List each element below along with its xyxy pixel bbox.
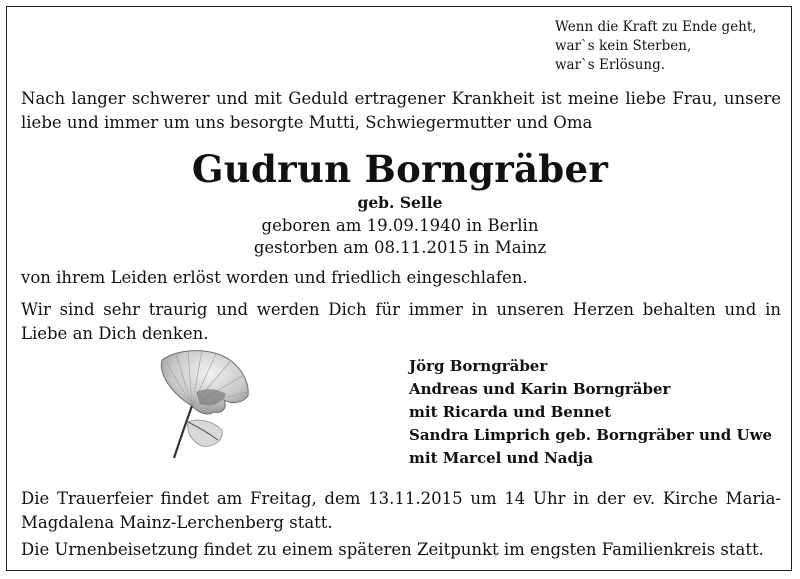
maiden-name: geb. Selle	[357, 193, 443, 212]
funeral-info: Die Trauerfeier findet am Freitag, dem 13.11.2015 um 14 Uhr in der ev. Kirche Maria-Magdalena Mainz-Lerchenberg statt.	[21, 489, 781, 532]
ginkgo-leaf-icon	[152, 344, 256, 462]
mourner-line: Andreas und Karin Borngräber	[409, 380, 671, 398]
motto-line-1: Wenn die Kraft zu Ende geht,	[555, 19, 757, 35]
relief-text: von ihrem Leiden erlöst worden und friedlich eingeschlafen.	[21, 268, 528, 287]
birth-line: geboren am 19.09.1940 in Berlin	[261, 216, 539, 235]
deceased-name: Gudrun Borngräber	[191, 147, 609, 191]
motto-line-3: war`s Erlösung.	[555, 57, 666, 73]
motto-verse	[555, 18, 785, 75]
urn-info: Die Urnenbeisetzung findet zu einem späteren Zeitpunkt im engsten Familienkreis statt.	[21, 540, 764, 559]
mourner-line: Sandra Limprich geb. Borngräber und Uwe	[409, 426, 773, 444]
death-line: gestorben am 08.11.2015 in Mainz	[253, 238, 547, 257]
mourner-line: mit Ricarda und Bennet	[409, 403, 612, 421]
sorrow-text: Wir sind sehr traurig und werden Dich für immer in unseren Herzen behalten und in Liebe an Dich denken.	[21, 300, 781, 343]
mourner-line: mit Marcel und Nadja	[409, 449, 594, 467]
motto-line-2: war`s kein Sterben,	[555, 38, 692, 54]
mourner-line: Jörg Borngräber	[409, 357, 548, 375]
intro-text: Nach langer schwerer und mit Geduld ertragener Krankheit ist meine liebe Frau, unsere liebe und immer um uns besorgte Mutti, Schwiegermutter und Oma	[21, 89, 781, 132]
mourners-list	[409, 355, 789, 470]
